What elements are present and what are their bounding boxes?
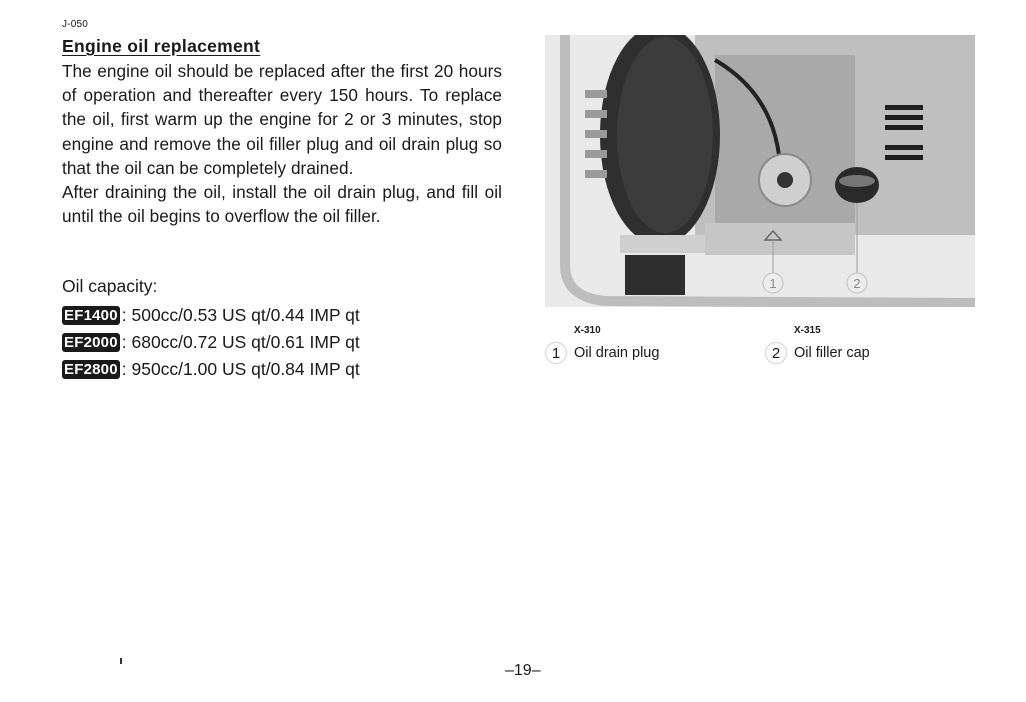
capacity-value: : 500cc/0.53 US qt/0.44 IMP qt xyxy=(121,304,360,325)
capacity-value: : 680cc/0.72 US qt/0.61 IMP qt xyxy=(121,331,360,352)
model-badge: EF2000 xyxy=(64,333,118,351)
model-badge: EF2800 xyxy=(64,360,118,378)
engine-photo xyxy=(545,35,975,307)
stray-mark xyxy=(120,658,122,664)
legend-number: 2 xyxy=(765,342,787,364)
legend-oil-filler-cap xyxy=(765,342,870,364)
section-heading: Engine oil replacement xyxy=(62,36,261,56)
caption-code-filler: X-315 xyxy=(794,325,821,336)
legend-label: Oil drain plug xyxy=(574,345,660,361)
photo-callout-1: 1 xyxy=(769,276,777,291)
legend-number: 1 xyxy=(545,342,567,364)
photo-callout-2: 2 xyxy=(853,276,861,291)
section-ref-code: J-050 xyxy=(62,19,89,30)
model-badge: EF1400 xyxy=(64,306,118,324)
legend-oil-drain-plug xyxy=(545,342,659,364)
caption-code-drain: X-310 xyxy=(574,325,601,336)
page-number: –19– xyxy=(505,662,541,679)
capacity-row-ef2000 xyxy=(62,330,360,354)
legend-label: Oil filler cap xyxy=(794,345,870,361)
capacity-row-ef2800 xyxy=(62,357,360,381)
capacity-value: : 950cc/1.00 US qt/0.84 IMP qt xyxy=(121,358,360,379)
paragraph-replacement-instructions: The engine oil should be replaced after the first 20 hours of operation and thereafter every 150 hours. To replace the oil, first warm up the engine for 2 or 3 minutes, stop engine and remove the oil filler plug and oil drain plug so that the oil can be completely drained. xyxy=(62,61,502,178)
paragraph-refill-instructions: After draining the oil, install the oil drain plug, and fill oil until the oil begins to overflow the oil filler. xyxy=(62,182,502,227)
oil-capacity-title: Oil capacity: xyxy=(62,276,158,296)
capacity-row-ef1400 xyxy=(62,303,360,327)
body-text xyxy=(62,59,502,228)
